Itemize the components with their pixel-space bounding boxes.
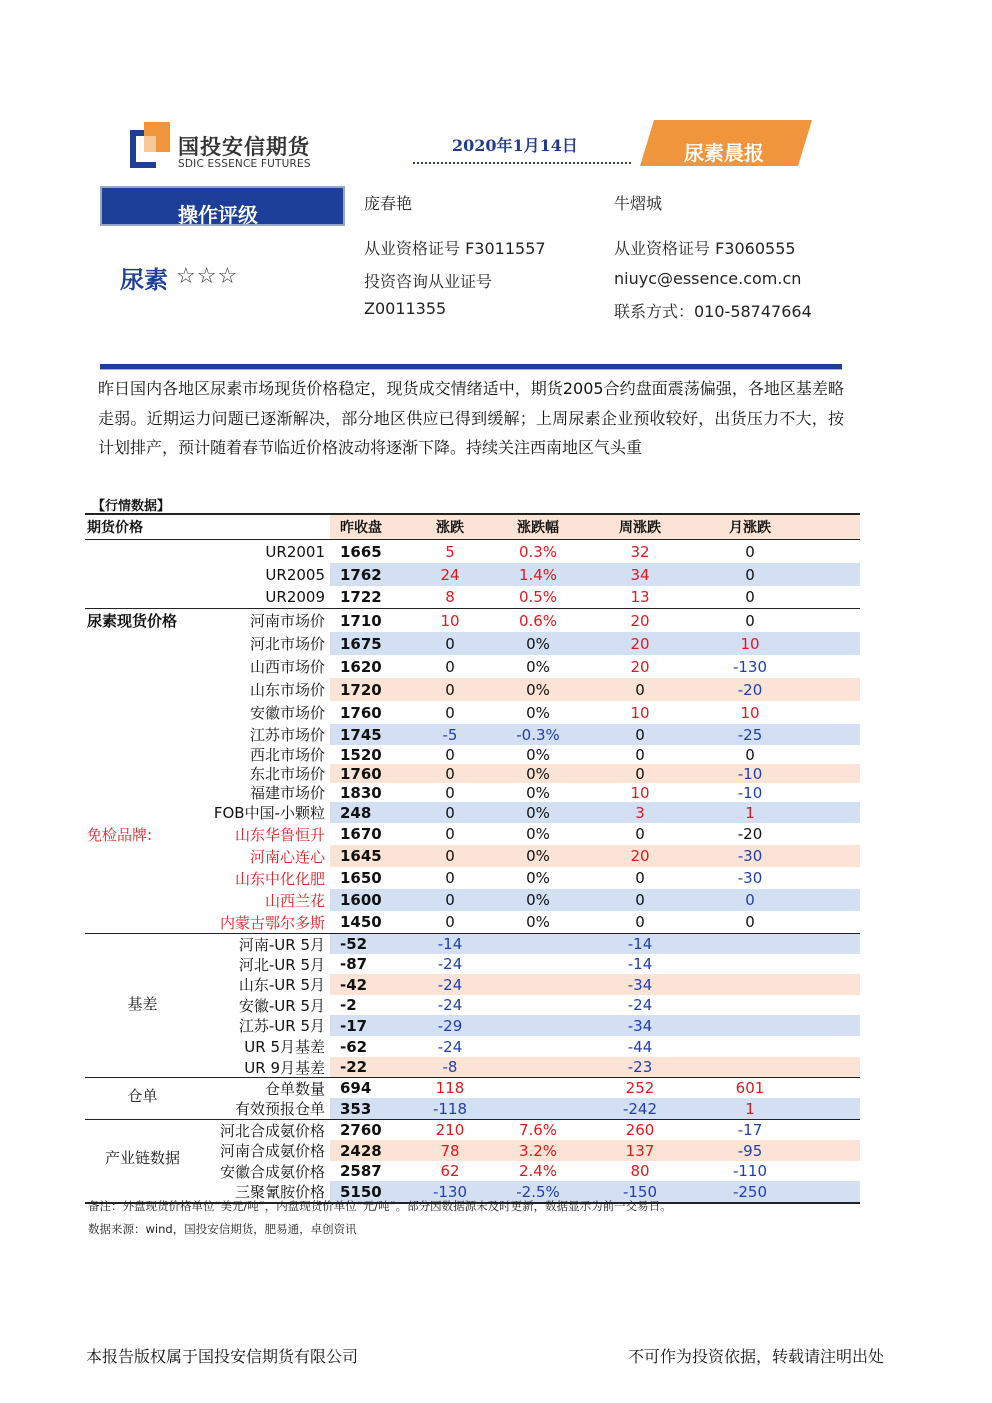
change-pct-value: 0.5% [518, 588, 558, 606]
rating-stars: ☆☆☆ [176, 264, 239, 289]
row-label: 福建市场价 [249, 784, 325, 802]
week-change-value: 20 [630, 611, 650, 630]
author1-consult-no: Z0011355 [364, 299, 447, 318]
close-value: 1650 [340, 869, 382, 887]
change-value: 0 [445, 657, 455, 676]
week-change-value: 0 [635, 745, 645, 764]
month-change-value: -250 [732, 1182, 768, 1201]
close-value: 1520 [340, 745, 382, 764]
close-value: 5150 [340, 1182, 382, 1201]
table-row [85, 933, 860, 954]
row-label: 山西兰花 [264, 891, 325, 910]
close-value: 694 [340, 1079, 372, 1097]
close-value: 1675 [340, 634, 382, 653]
week-change-value: 260 [625, 1121, 655, 1139]
month-change-value [715, 954, 785, 974]
change-value: -29 [437, 1016, 463, 1035]
close-value: 1645 [340, 847, 382, 865]
col-header-change-pct: 涨跌幅 [517, 520, 559, 536]
close-value: 1762 [340, 565, 382, 584]
table-remark: 备注：外盘现货价格单位“美元/吨”，内盘现货价单位“元/吨”。部分因数据源未及时更新，数据显示为前一交易日。 [88, 1199, 672, 1213]
table-row [85, 608, 860, 632]
change-pct-value: 0% [526, 680, 550, 699]
col-header-close: 昨收盘 [340, 520, 382, 536]
month-change-value: -30 [737, 847, 763, 865]
month-change-value: 0 [745, 745, 755, 764]
month-change-value: 0 [745, 565, 755, 584]
table-header-row [85, 513, 860, 540]
month-change-value: -20 [737, 825, 763, 843]
report-date: 2020年1月14日 [452, 136, 578, 155]
month-change-value: 0 [745, 588, 755, 606]
week-change-value: 0 [635, 725, 645, 744]
close-value: 1745 [340, 725, 382, 744]
month-change-value: -17 [737, 1121, 763, 1139]
week-change-value: -44 [627, 1037, 653, 1056]
change-pct-value: 0% [526, 745, 550, 764]
month-change-value: 1 [745, 803, 755, 822]
change-value: -24 [437, 955, 463, 973]
close-value: 2587 [340, 1162, 382, 1180]
table-row [85, 540, 860, 563]
close-value: -17 [340, 1016, 368, 1035]
author2-cert: 从业资格证号 F3060555 [614, 239, 796, 258]
month-change-value: -20 [737, 680, 763, 699]
week-change-value: -24 [627, 996, 653, 1014]
month-change-value: -95 [737, 1141, 763, 1160]
change-pct-value: 0% [526, 657, 550, 676]
change-pct-value: 1.4% [518, 565, 558, 584]
change-pct-value: 0% [526, 847, 550, 865]
change-value: 0 [445, 680, 455, 699]
change-pct-value: 0% [526, 869, 550, 887]
table-row [85, 889, 860, 911]
month-change-value [715, 974, 785, 995]
table-row [85, 823, 860, 845]
close-value: -2 [340, 996, 357, 1014]
week-change-value: 20 [630, 847, 650, 865]
group-label-futures: 期货价格 [87, 520, 143, 536]
footer-copyright: 本报告版权属于国投安信期货有限公司 [86, 1347, 359, 1366]
table-row [85, 802, 860, 823]
week-change-value: -14 [627, 935, 653, 953]
table-row [85, 724, 860, 745]
change-pct-value: 0% [526, 803, 550, 822]
month-change-value: 10 [740, 703, 760, 722]
row-label: 安徽-UR 5月 [238, 996, 325, 1015]
group-label-basis: 基差 [127, 995, 158, 1013]
market-summary: 昨日国内各地区尿素市场现货价格稳定，现货成交情绪适中，期货2005合约盘面震荡偏强，各地区基差略走弱。近期运力问题已逐渐解决，部分地区供应已得到缓解；上周尿素企业预收较好，出货压力不大，按计划排产，预计随着春节临近价格波动将逐渐下降。持续关注西南地区气头重 [98, 379, 844, 457]
week-change-value: 0 [635, 825, 645, 843]
month-change-value [715, 1015, 785, 1036]
group-label-warehouse: 仓单 [127, 1087, 158, 1105]
week-change-value: -242 [622, 1099, 658, 1118]
row-label: 河北市场价 [249, 635, 325, 653]
table-row [85, 1077, 860, 1098]
week-change-value: -14 [627, 955, 653, 973]
data-source: 数据来源：wind，国投安信期货，肥易通，卓创资讯 [88, 1222, 357, 1236]
row-label: 河南-UR 5月 [238, 935, 325, 954]
week-change-value: -34 [627, 1016, 653, 1035]
row-label: 山东华鲁恒升 [234, 825, 325, 844]
table-row [85, 1140, 860, 1161]
month-change-value [715, 934, 785, 954]
rating-header-label: 操作评级 [178, 203, 258, 227]
section-divider [100, 364, 842, 370]
change-value: 62 [440, 1162, 460, 1180]
close-value: 2760 [340, 1121, 382, 1139]
close-value: -62 [340, 1037, 368, 1056]
month-change-value: 10 [740, 634, 760, 653]
table-row [85, 1015, 860, 1036]
change-pct-value: 0% [526, 913, 550, 931]
row-label: 有效预报仓单 [234, 1100, 325, 1118]
month-change-value: -30 [737, 869, 763, 887]
table-row [85, 563, 860, 586]
row-label: 江苏-UR 5月 [238, 1017, 325, 1035]
change-value: 0 [445, 825, 455, 843]
table-row [85, 764, 860, 783]
row-label: 河北-UR 5月 [238, 955, 325, 974]
close-value: 1665 [340, 542, 382, 561]
row-label: UR2005 [265, 565, 325, 584]
change-value: 210 [435, 1121, 465, 1139]
close-value: -42 [340, 975, 368, 994]
close-value: 1760 [340, 703, 382, 722]
close-value: 2428 [340, 1141, 382, 1160]
row-label: 河南市场价 [249, 612, 325, 630]
close-value: 1620 [340, 657, 382, 676]
footer-disclaimer: 不可作为投资依据，转载请注明出处 [628, 1347, 885, 1366]
month-change-value: -130 [732, 657, 768, 676]
week-change-value: 20 [630, 657, 650, 676]
week-change-value: 137 [625, 1141, 655, 1160]
change-value: 0 [445, 745, 455, 764]
close-value: -22 [340, 1058, 368, 1076]
close-value: 1722 [340, 588, 382, 606]
change-pct-value: -2.5% [516, 1182, 560, 1201]
week-change-value: 34 [630, 565, 650, 584]
change-value: 24 [440, 565, 460, 584]
change-pct-value: 3.2% [518, 1141, 558, 1160]
change-value: 118 [435, 1079, 465, 1097]
change-value: -8 [442, 1058, 458, 1076]
change-pct-value: 0% [526, 783, 550, 802]
market-data-table [85, 513, 860, 1204]
logo-name-cn: 国投安信期货 [178, 135, 310, 159]
week-change-value: 13 [630, 588, 650, 606]
change-pct-value [503, 1098, 573, 1119]
row-label: UR 9月基差 [244, 1058, 325, 1077]
week-change-value: 80 [630, 1162, 650, 1180]
month-change-value: 0 [745, 913, 755, 931]
change-value: -130 [432, 1182, 468, 1201]
change-value: 0 [445, 913, 455, 931]
row-label: 河南合成氨价格 [219, 1142, 325, 1160]
report-tag-label: 尿素晨报 [684, 141, 764, 165]
product-name: 尿素 [120, 266, 168, 294]
close-value: 1830 [340, 783, 382, 802]
change-pct-value: 0% [526, 703, 550, 722]
author2-email: niuyc@essence.com.cn [614, 269, 802, 288]
change-pct-value [503, 1036, 573, 1057]
author1-name: 庞春艳 [364, 194, 413, 213]
change-value: -5 [442, 725, 458, 744]
change-pct-value: 0% [526, 891, 550, 909]
change-value: 0 [445, 764, 455, 783]
row-label: 河南心连心 [249, 847, 325, 866]
week-change-value: -23 [627, 1058, 653, 1076]
close-value: 1450 [340, 913, 382, 931]
month-change-value: 601 [735, 1079, 765, 1097]
change-value: -14 [437, 935, 463, 953]
close-value: 1720 [340, 680, 382, 699]
close-value: 1710 [340, 611, 382, 630]
col-header-week: 周涨跌 [619, 520, 661, 536]
col-header-month: 月涨跌 [729, 520, 771, 536]
week-change-value: 0 [635, 913, 645, 931]
table-row [85, 1161, 860, 1181]
week-change-value: -150 [622, 1182, 658, 1201]
row-label: UR2009 [265, 588, 325, 606]
week-change-value: 20 [630, 634, 650, 653]
month-change-value: -10 [737, 783, 763, 802]
change-pct-value [503, 954, 573, 974]
month-change-value: 0 [745, 542, 755, 561]
author1-consult: 投资咨询从业证号 [364, 272, 493, 291]
change-pct-value [503, 934, 573, 954]
table-row [85, 1119, 860, 1140]
row-label: 东北市场价 [249, 765, 325, 783]
change-pct-value: -0.3% [516, 725, 560, 744]
close-value: 1670 [340, 825, 382, 843]
change-pct-value: 0% [526, 764, 550, 783]
change-pct-value: 7.6% [518, 1121, 558, 1139]
close-value: 353 [340, 1099, 372, 1118]
week-change-value: 0 [635, 891, 645, 909]
table-row [85, 954, 860, 974]
change-value: -24 [437, 975, 463, 994]
month-change-value [715, 1036, 785, 1057]
change-pct-value: 0.6% [518, 611, 558, 630]
month-change-value: 0 [745, 611, 755, 630]
change-pct-value: 0% [526, 825, 550, 843]
change-value: 0 [445, 869, 455, 887]
row-label: 山东市场价 [249, 681, 325, 699]
row-label: 山东中化化肥 [234, 869, 325, 888]
change-value: 0 [445, 703, 455, 722]
change-value: 5 [445, 542, 455, 561]
row-label: 江苏市场价 [249, 726, 325, 744]
row-label: 三聚氰胺价格 [234, 1183, 325, 1201]
month-change-value: 1 [745, 1099, 755, 1118]
change-value: 10 [440, 611, 460, 630]
change-pct-value [503, 1057, 573, 1077]
week-change-value: 10 [630, 703, 650, 722]
change-value: 0 [445, 783, 455, 802]
author1-cert: 从业资格证号 F3011557 [364, 239, 546, 258]
row-label: UR 5月基差 [244, 1038, 325, 1056]
change-value: 0 [445, 803, 455, 822]
group-label-spot: 尿素现货价格 [87, 612, 178, 630]
table-row [85, 995, 860, 1015]
month-change-value: 0 [745, 891, 755, 909]
section-title: 【行情数据】 [92, 499, 171, 514]
group-label-chain: 产业链数据 [104, 1148, 180, 1167]
change-pct-value: 0% [526, 634, 550, 653]
change-value: 0 [445, 634, 455, 653]
table-row [85, 701, 860, 724]
table-row [85, 586, 860, 608]
change-value: -118 [432, 1099, 468, 1118]
table-row [85, 783, 860, 802]
week-change-value: 3 [635, 803, 645, 822]
author2-name: 牛熠城 [614, 194, 663, 213]
row-label: 安徽合成氨价格 [219, 1162, 325, 1181]
change-pct-value [503, 1015, 573, 1036]
row-label: 山东-UR 5月 [238, 976, 325, 994]
change-pct-value: 2.4% [518, 1162, 558, 1180]
week-change-value: 10 [630, 783, 650, 802]
month-change-value: -25 [737, 725, 763, 744]
table-row [85, 678, 860, 701]
change-pct-value [503, 974, 573, 995]
table-row [85, 845, 860, 867]
table-row [85, 632, 860, 655]
week-change-value: 0 [635, 869, 645, 887]
row-label: 仓单数量 [264, 1079, 325, 1098]
close-value: 1600 [340, 891, 382, 909]
close-value: 1760 [340, 764, 382, 783]
table-row [85, 1057, 860, 1077]
logo-name-en: SDIC ESSENCE FUTURES [178, 158, 311, 170]
table-row [85, 974, 860, 995]
month-change-value: -110 [732, 1162, 768, 1180]
col-header-change: 涨跌 [436, 520, 464, 536]
author2-contact: 联系方式：010-58747664 [614, 302, 812, 321]
change-pct-value [503, 995, 573, 1015]
week-change-value: 0 [635, 680, 645, 699]
row-label: 内蒙古鄂尔多斯 [219, 913, 325, 932]
table-row [85, 867, 860, 889]
row-label: 安徽市场价 [249, 704, 325, 722]
row-label: UR2001 [265, 542, 325, 561]
row-label: 西北市场价 [249, 746, 325, 764]
table-row [85, 655, 860, 678]
week-change-value: 0 [635, 764, 645, 783]
change-value: -24 [437, 1037, 463, 1056]
week-change-value: 32 [630, 542, 650, 561]
change-value: 0 [445, 847, 455, 865]
group-label-brand: 免检品牌: [87, 825, 153, 844]
table-row [85, 1098, 860, 1119]
week-change-value: -34 [627, 975, 653, 994]
row-label: 山西市场价 [249, 658, 325, 676]
company-logo-icon [130, 122, 170, 168]
month-change-value [715, 1057, 785, 1077]
change-pct-value [503, 1078, 573, 1098]
month-change-value [715, 995, 785, 1015]
close-value: 248 [340, 803, 372, 822]
month-change-value: -10 [737, 764, 763, 783]
table-row [85, 911, 860, 933]
row-label: 河北合成氨价格 [219, 1121, 325, 1140]
table-row [85, 1036, 860, 1057]
change-value: 8 [445, 588, 455, 606]
change-value: 78 [440, 1141, 460, 1160]
close-value: -52 [340, 935, 368, 953]
table-row [85, 745, 860, 764]
date-underline [413, 162, 631, 164]
change-value: -24 [437, 996, 463, 1014]
change-value: 0 [445, 891, 455, 909]
row-label: FOB中国-小颗粒 [213, 804, 325, 822]
close-value: -87 [340, 955, 368, 973]
change-pct-value: 0.3% [518, 542, 558, 561]
week-change-value: 252 [625, 1079, 655, 1097]
